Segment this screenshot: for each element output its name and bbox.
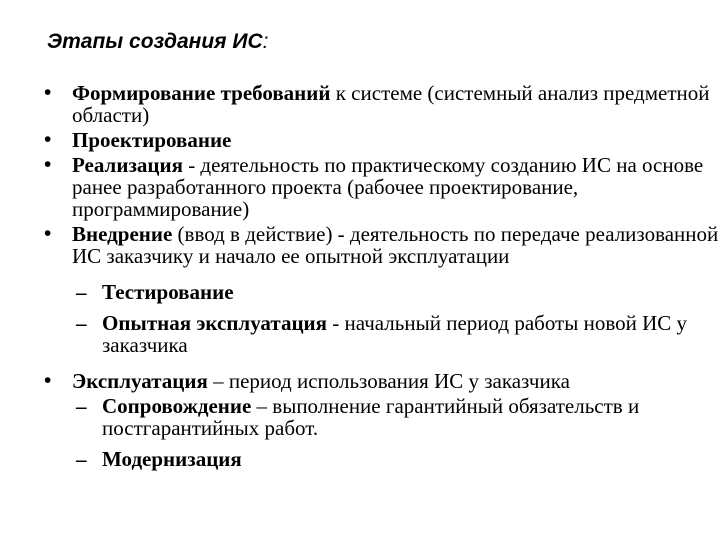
list-item-pilot-operation xyxy=(0,312,720,356)
list-item-design xyxy=(0,129,720,151)
list-item-maintenance xyxy=(0,395,720,439)
item-bold: Тестирование xyxy=(102,280,234,304)
dash-marker: – xyxy=(76,447,87,471)
slide-title-colon: : xyxy=(262,30,269,53)
item-text: - деятельность по практическому созданию ИС на основе ранее разработанного проекта (рабочее проектирование, программирование) xyxy=(72,153,704,221)
slide-title xyxy=(47,30,268,54)
item-text: к системе (системный анализ предметной области) xyxy=(72,81,710,127)
list-item-testing xyxy=(0,281,720,303)
bullet-marker: • xyxy=(44,369,52,392)
item-bold: Формирование требований xyxy=(72,81,331,105)
item-bold: Модернизация xyxy=(102,447,242,471)
list-item-deployment xyxy=(0,223,720,267)
bullet-list xyxy=(0,82,720,470)
slide-title-text: Этапы создания ИС xyxy=(47,30,263,53)
dash-marker: – xyxy=(76,280,87,304)
bullet-marker: • xyxy=(44,222,52,245)
list-item-requirements xyxy=(0,82,720,126)
item-bold: Опытная эксплуатация xyxy=(102,311,328,335)
bullet-marker: • xyxy=(44,81,52,104)
dash-marker: – xyxy=(76,311,87,335)
dash-marker: – xyxy=(76,394,87,418)
item-text: – период использования ИС у заказчика xyxy=(207,369,570,393)
item-bold: Проектирование xyxy=(72,128,232,152)
item-bold: Реализация xyxy=(72,153,183,177)
bullet-marker: • xyxy=(44,128,52,151)
bullet-marker: • xyxy=(44,153,52,176)
item-bold: Внедрение xyxy=(72,222,173,246)
item-text: - начальный период работы новой ИС у заказчика xyxy=(102,311,688,357)
item-bold: Эксплуатация xyxy=(72,369,208,393)
list-item-modernization xyxy=(0,448,720,470)
list-item-operation xyxy=(0,370,720,392)
item-text: – выполнение гарантийный обязательств и постгарантийных работ. xyxy=(102,394,640,440)
item-text: (ввод в действие) - деятельность по передаче реализованной ИС заказчику и начало ее опытной эксплуатации xyxy=(72,222,719,268)
item-bold: Сопровождение xyxy=(102,394,252,418)
list-item-implementation xyxy=(0,154,720,220)
